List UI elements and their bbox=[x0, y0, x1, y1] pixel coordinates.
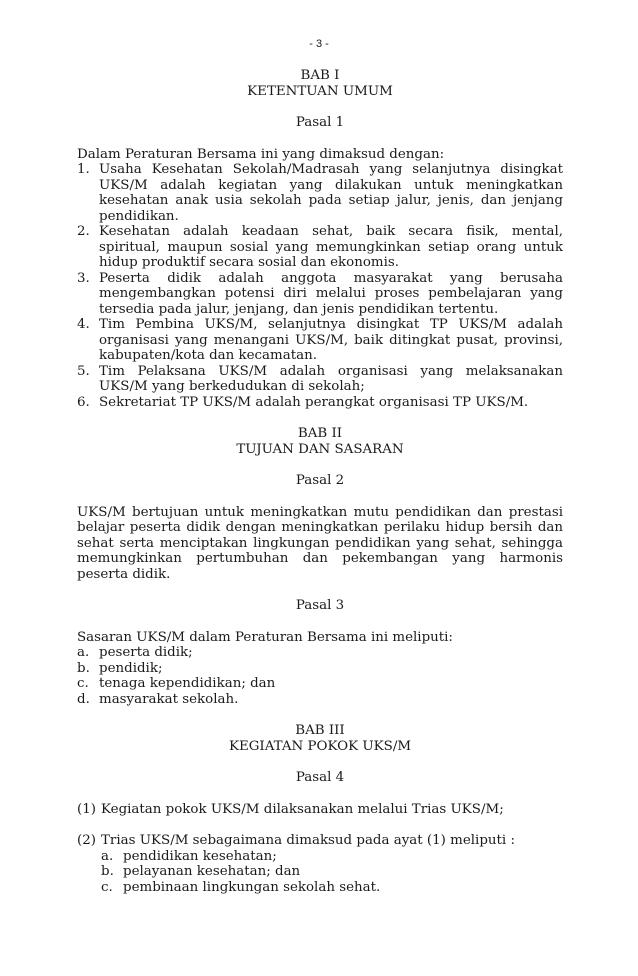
bab3-title: KEGIATAN POKOK UKS/M bbox=[228, 738, 412, 754]
list-item bbox=[77, 224, 563, 271]
list-marker: 6. bbox=[77, 394, 90, 410]
ayat-text: Trias UKS/M sebagaimana dimaksud pada ayat (1) meliputi : bbox=[101, 833, 515, 848]
list-item-text: Kesehatan adalah keadaan sehat, baik secara fisik, mental, spiritual, maupun sosial yang memungkinkan setiap orang untuk hidup produktif secara sosial dan ekonomis. bbox=[99, 224, 563, 270]
list-marker: b. bbox=[101, 864, 114, 879]
bab1-title: KETENTUAN UMUM bbox=[247, 83, 393, 99]
list-item bbox=[77, 395, 563, 411]
list-item-text: tenaga kependidikan; dan bbox=[99, 676, 276, 691]
list-marker: 2. bbox=[77, 224, 90, 239]
list-item bbox=[77, 645, 563, 661]
list-item-text: Usaha Kesehatan Sekolah/Madrasah yang selanjutnya disingkat UKS/M adalah kegiatan yang dilakukan untuk meningkatkan kesehatan anak usia sekolah pada setiap jalur, jenis, dan jenjang pendidikan. bbox=[99, 162, 563, 224]
list-item bbox=[77, 317, 563, 364]
list-item bbox=[77, 676, 563, 692]
list-item-text: peserta didik; bbox=[99, 645, 193, 660]
list-marker: b. bbox=[77, 660, 90, 676]
list-marker: 4. bbox=[77, 317, 90, 332]
list-marker: c. bbox=[77, 676, 89, 691]
list-item bbox=[101, 864, 563, 880]
list-marker: c. bbox=[101, 879, 113, 895]
list-item-text: Tim Pembina UKS/M, selanjutnya disingkat TP UKS/M adalah organisasi yang menangani UKS/M, baik ditingkat pusat, provinsi, kabupaten/kota dan kecamatan. bbox=[99, 317, 563, 363]
bab2-heading: BAB II bbox=[297, 426, 343, 441]
list-item-text: Peserta didik adalah anggota masyarakat yang berusaha mengembangkan potensi diri melalui proses pembelajaran yang tersedia pada jalur, jenjang, dan jenis pendidikan tertentu. bbox=[99, 270, 563, 317]
pasal3-intro: Sasaran UKS/M dalam Peraturan Bersama ini meliputi: bbox=[77, 629, 453, 645]
list-item bbox=[77, 661, 563, 677]
pasal2-paragraph: UKS/M bertujuan untuk meningkatkan mutu pendidikan dan prestasi belajar peserta didik dengan meningkatkan perilaku hidup bersih dan sehat serta menciptakan lingkungan pendidikan yang sehat, sehingga memungkinkan pertumbuhan dan pekembangan yang harmonis peserta didik. bbox=[77, 504, 563, 582]
ayat-text: Kegiatan pokok UKS/M dilaksanakan melalui Trias UKS/M; bbox=[101, 801, 504, 817]
bab3-heading: BAB III bbox=[295, 723, 345, 738]
list-item bbox=[77, 271, 563, 318]
pasal2-heading: Pasal 2 bbox=[295, 473, 345, 488]
ayat-marker: (1) bbox=[77, 801, 96, 817]
list-item-text: pelayanan kesehatan; dan bbox=[123, 864, 301, 879]
ayat2-list bbox=[101, 849, 563, 896]
list-item-text: pendidik; bbox=[99, 660, 163, 676]
bab2-title: TUJUAN DAN SASARAN bbox=[236, 441, 404, 457]
list-item-text: pembinaan lingkungan sekolah sehat. bbox=[123, 879, 381, 895]
pasal1-list bbox=[77, 162, 563, 410]
page-number: - 3 - bbox=[309, 38, 329, 50]
list-item bbox=[77, 364, 563, 395]
list-marker: 1. bbox=[77, 162, 90, 177]
list-item-text: masyarakat sekolah. bbox=[99, 691, 239, 707]
list-marker: d. bbox=[77, 691, 90, 707]
list-item bbox=[101, 849, 563, 865]
list-item bbox=[101, 880, 563, 896]
ayat-2 bbox=[77, 833, 563, 895]
pasal3-heading: Pasal 3 bbox=[295, 598, 345, 613]
list-item-text: Tim Pelaksana UKS/M adalah organisasi yang melaksanakan UKS/M yang berkedudukan di sekolah; bbox=[99, 363, 563, 394]
document-body bbox=[77, 68, 563, 895]
list-marker: a. bbox=[77, 645, 90, 660]
ayat-marker: (2) bbox=[77, 833, 96, 848]
pasal1-intro: Dalam Peraturan Bersama ini yang dimaksud dengan: bbox=[77, 146, 445, 162]
list-marker: 3. bbox=[77, 270, 90, 286]
bab1-heading: BAB I bbox=[300, 68, 340, 83]
pasal4-heading: Pasal 4 bbox=[295, 770, 345, 785]
list-item bbox=[77, 692, 563, 708]
list-item-text: Sekretariat TP UKS/M adalah perangkat organisasi TP UKS/M. bbox=[99, 394, 529, 410]
ayat-1 bbox=[77, 802, 563, 818]
list-marker: 5. bbox=[77, 363, 90, 379]
pasal3-list bbox=[77, 645, 563, 707]
list-marker: a. bbox=[101, 848, 114, 864]
list-item-text: pendidikan kesehatan; bbox=[123, 848, 277, 864]
pasal1-heading: Pasal 1 bbox=[295, 115, 345, 130]
list-item bbox=[77, 162, 563, 224]
